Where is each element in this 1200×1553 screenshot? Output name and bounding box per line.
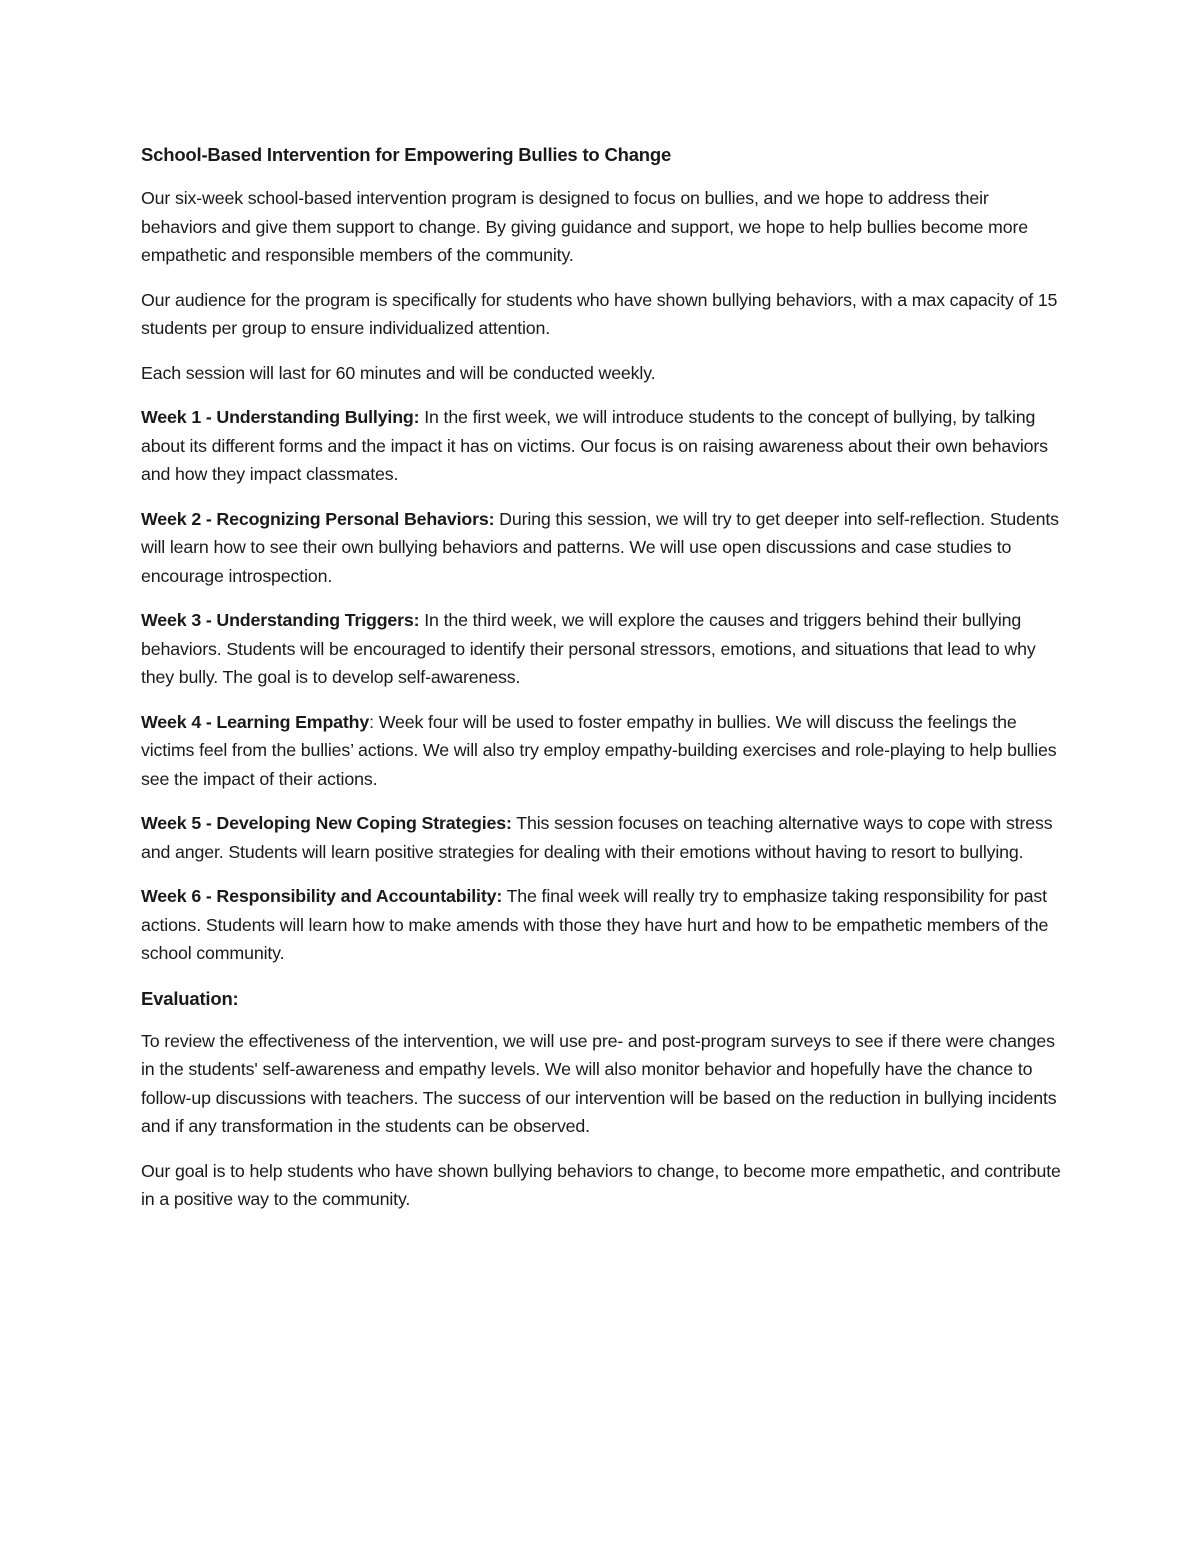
week-5-paragraph [141,809,1061,866]
week-5-text: This session focuses on teaching alternative ways to cope with stress and anger. Students will learn positive strategies for dealing with their emotions without having to resort to bullying. [141,813,1053,862]
week-1-text: In the first week, we will introduce students to the concept of bullying, by talking about its different forms and the impact it has on victims. Our focus is on raising awareness about their own behaviors and how they impact classmates. [141,407,1048,484]
evaluation-heading: Evaluation: [141,987,239,1009]
week-4-text: : Week four will be used to foster empathy in bullies. We will discuss the feelings the victims feel from the bullies’ actions. We will also try employ empathy-building exercises and role-playing to help bullies see the impact of their actions. [141,711,1057,789]
document-page [141,140,1061,1230]
audience-paragraph: Our audience for the program is specifically for students who have shown bullying behaviors, with a max capacity of 15 students per group to ensure individualized attention. [141,289,1058,338]
week-3-paragraph [141,606,1061,692]
week-3-text: In the third week, we will explore the causes and triggers behind their bullying behaviors. Students will be encouraged to identify their personal stressors, emotions, and situations that lead to why they bully. The goal is to develop self-awareness. [141,610,1036,687]
week-6-paragraph [141,882,1061,968]
week-2-text: During this session, we will try to get deeper into self-reflection. Students will learn how to see their own bullying behaviors and patterns. We will use open discussions and case studies to encourage introspection. [141,508,1059,586]
week-3-heading: Week 3 - Understanding Triggers: [141,610,420,630]
evaluation-paragraph: To review the effectiveness of the intervention, we will use pre- and post-program surveys to see if there were changes in the students' self-awareness and empathy levels. We will also monitor behavior and hopefully have the chance to follow-up discussions with teachers. The success of our intervention will be based on the reduction in bullying incidents and if any transformation in the students can be observed. [141,1030,1057,1136]
goal-paragraph: Our goal is to help students who have shown bullying behaviors to change, to become more empathetic, and contribute in a positive way to the community. [141,1160,1061,1209]
session-length-paragraph: Each session will last for 60 minutes and will be conducted weekly. [141,362,656,383]
week-1-paragraph [141,403,1061,489]
week-4-paragraph [141,708,1061,794]
week-6-text: The final week will really try to emphasize taking responsibility for past actions. Students will learn how to make amends with those they have hurt and how to be empathetic members of the school community. [141,886,1049,963]
week-4-heading: Week 4 - Learning Empathy [141,711,370,732]
week-6-heading: Week 6 - Responsibility and Accountability: [141,886,503,906]
intro-paragraph: Our six-week school-based intervention program is designed to focus on bullies, and we hope to address their behaviors and give them support to change. By giving guidance and support, we hope to help bullies become more empathetic and responsible members of the community. [141,188,1028,265]
week-2-heading: Week 2 - Recognizing Personal Behaviors: [141,508,495,529]
week-2-paragraph [141,505,1061,591]
week-5-heading: Week 5 - Developing New Coping Strategies: [141,813,512,833]
document-title: School-Based Intervention for Empowering Bullies to Change [141,144,672,165]
week-1-heading: Week 1 - Understanding Bullying: [141,407,420,427]
